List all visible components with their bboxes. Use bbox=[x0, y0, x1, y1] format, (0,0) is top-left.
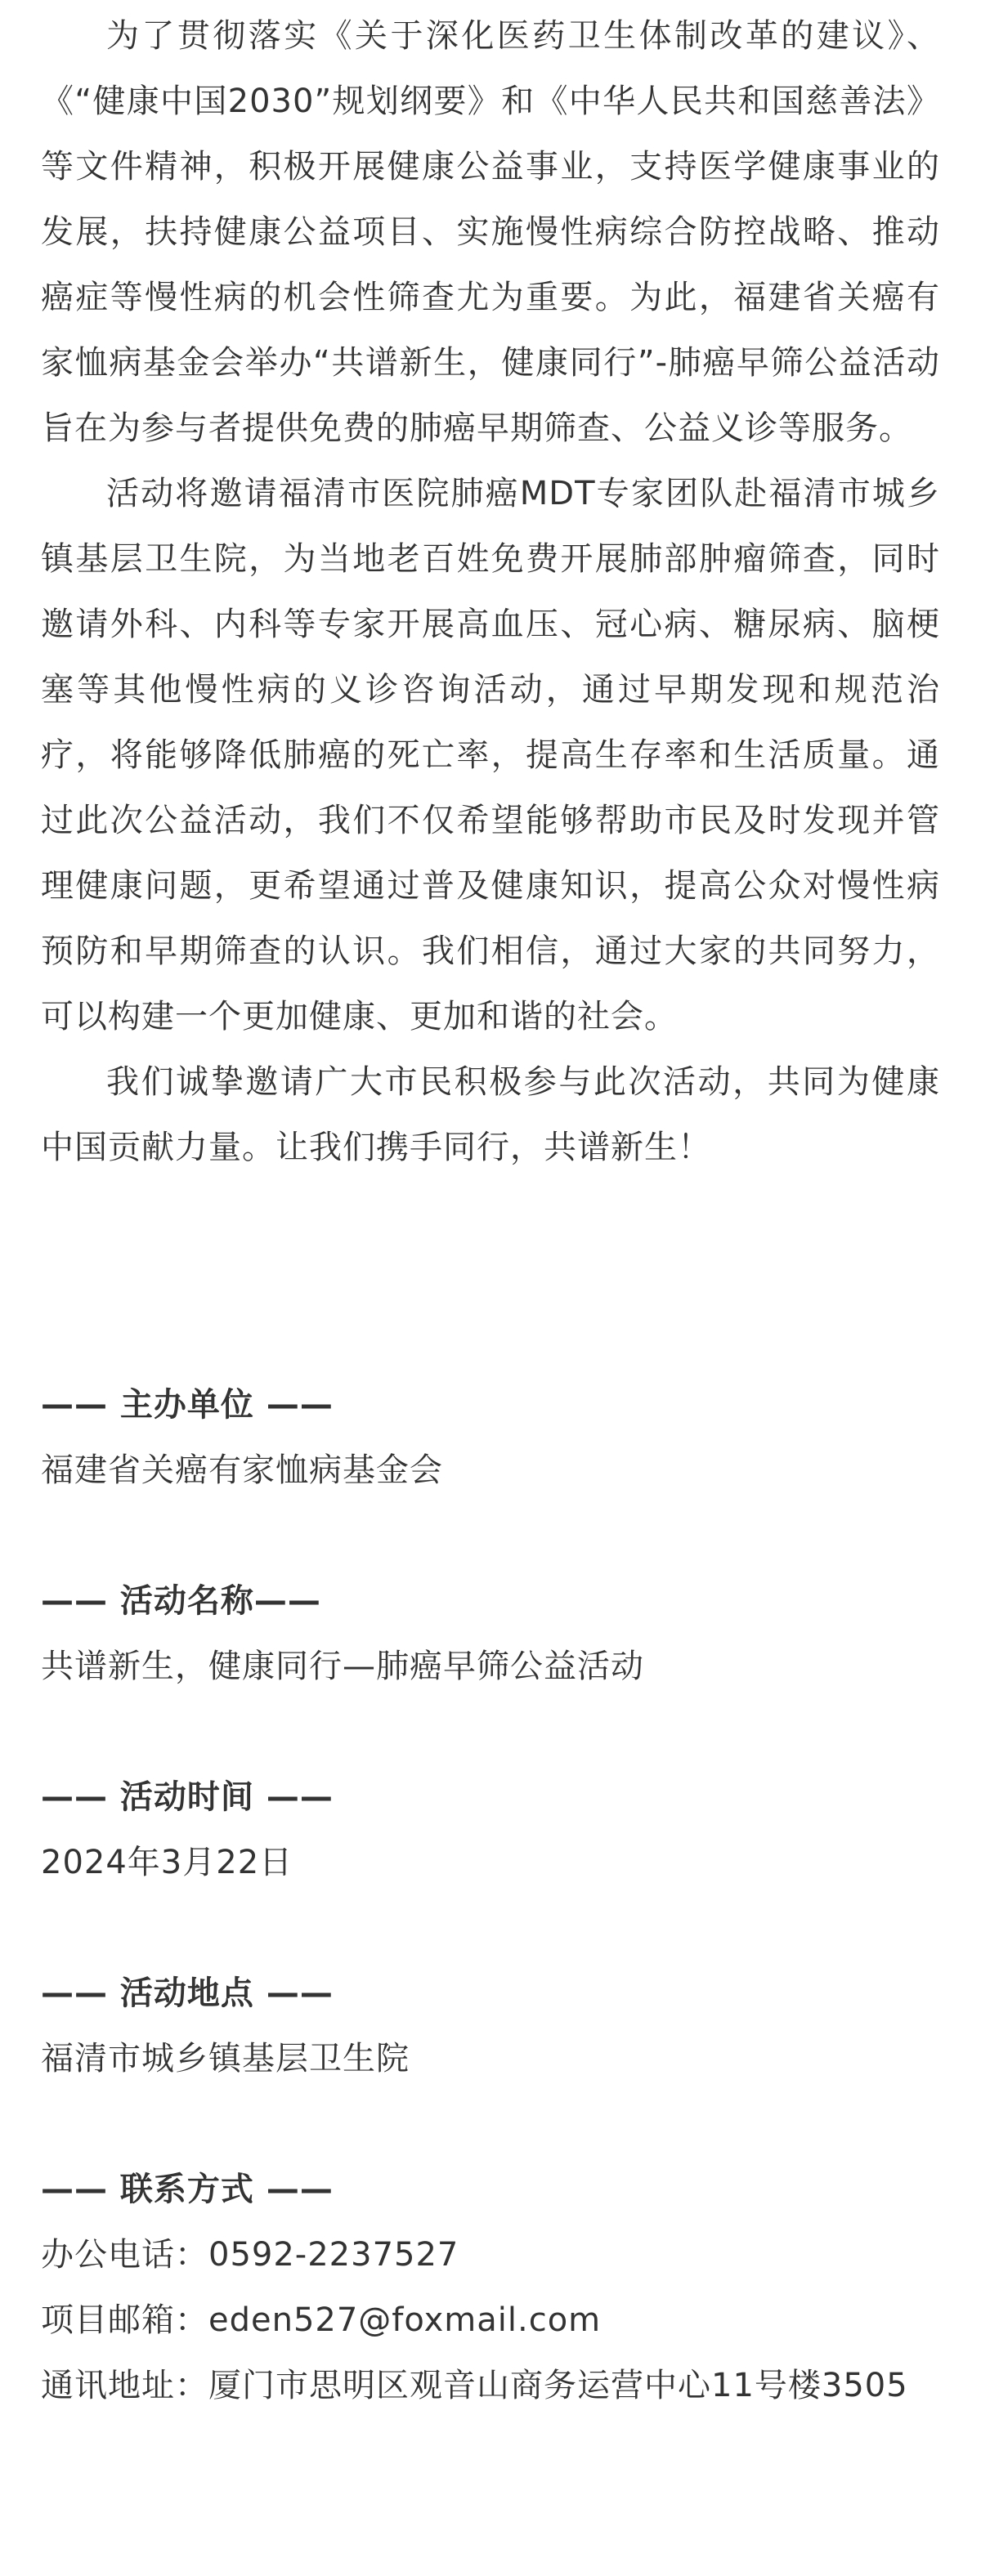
activity-location-value: 福清市城乡镇基层卫生院 bbox=[41, 2040, 410, 2077]
invitation-paragraph: 我们诚挚邀请广大市民积极参与此次活动，共同为健康中国贡献力量。让我们携手同行，共谱新生！ bbox=[41, 1063, 940, 1166]
activity-paragraph: 活动将邀请福清市医院肺癌MDT专家团队赴福清市城乡镇基层卫生院，为当地老百姓免费开展肺部肿瘤筛查，同时邀请外科、内科等专家开展高血压、冠心病、糖尿病、脑梗塞等其他慢性病的义诊咨询活动，通过早期发现和规范治疗，将能够降低肺癌的死亡率，提高生存率和生活质量。通过此次公益活动，我们不仅希望能够帮助市民及时发现并管理健康问题，更希望通过普及健康知识，提高公众对慢性病预防和早期筛查的认识。我们相信，通过大家的共同努力，可以构建一个更加健康、更加和谐的社会。 bbox=[41, 475, 940, 1035]
contact-section bbox=[41, 2157, 940, 2418]
activity-name-value: 共谱新生，健康同行—肺癌早筛公益活动 bbox=[41, 1648, 644, 1685]
activity-time-value: 2024年3月22日 bbox=[41, 1844, 293, 1881]
contact-address: 通讯地址：厦门市思明区观音山商务运营中心11号楼3505 bbox=[41, 2367, 908, 2404]
article-page bbox=[0, 3, 981, 2576]
activity-time-section bbox=[41, 1764, 940, 1895]
activity-name-section bbox=[41, 1568, 940, 1699]
contact-heading: —— 联系方式 —— bbox=[41, 2171, 334, 2208]
contact-email: 项目邮箱：eden527@foxmail.com bbox=[41, 2301, 602, 2339]
activity-location-section bbox=[41, 1961, 940, 2091]
organizer-section bbox=[41, 1372, 940, 1503]
intro-paragraph: 为了贯彻落实《关于深化医药卫生体制改革的建议》、《“健康中国2030”规划纲要》和《中华人民共和国慈善法》等文件精神，积极开展健康公益事业，支持医学健康事业的发展，扶持健康公益项目、实施慢性病综合防控战略、推动癌症等慢性病的机会性筛查尤为重要。为此，福建省关癌有家恤病基金会举办“共谱新生，健康同行”-肺癌早筛公益活动旨在为参与者提供免费的肺癌早期筛查、公益义诊等服务。 bbox=[41, 17, 940, 447]
activity-name-heading: —— 活动名称—— bbox=[41, 1582, 321, 1620]
organizer-value: 福建省关癌有家恤病基金会 bbox=[41, 1451, 443, 1489]
activity-time-heading: —— 活动时间 —— bbox=[41, 1778, 334, 1816]
contact-phone: 办公电话：0592-2237527 bbox=[41, 2236, 459, 2274]
organizer-heading: —— 主办单位 —— bbox=[41, 1386, 334, 1424]
activity-location-heading: —— 活动地点 —— bbox=[41, 1974, 334, 2012]
